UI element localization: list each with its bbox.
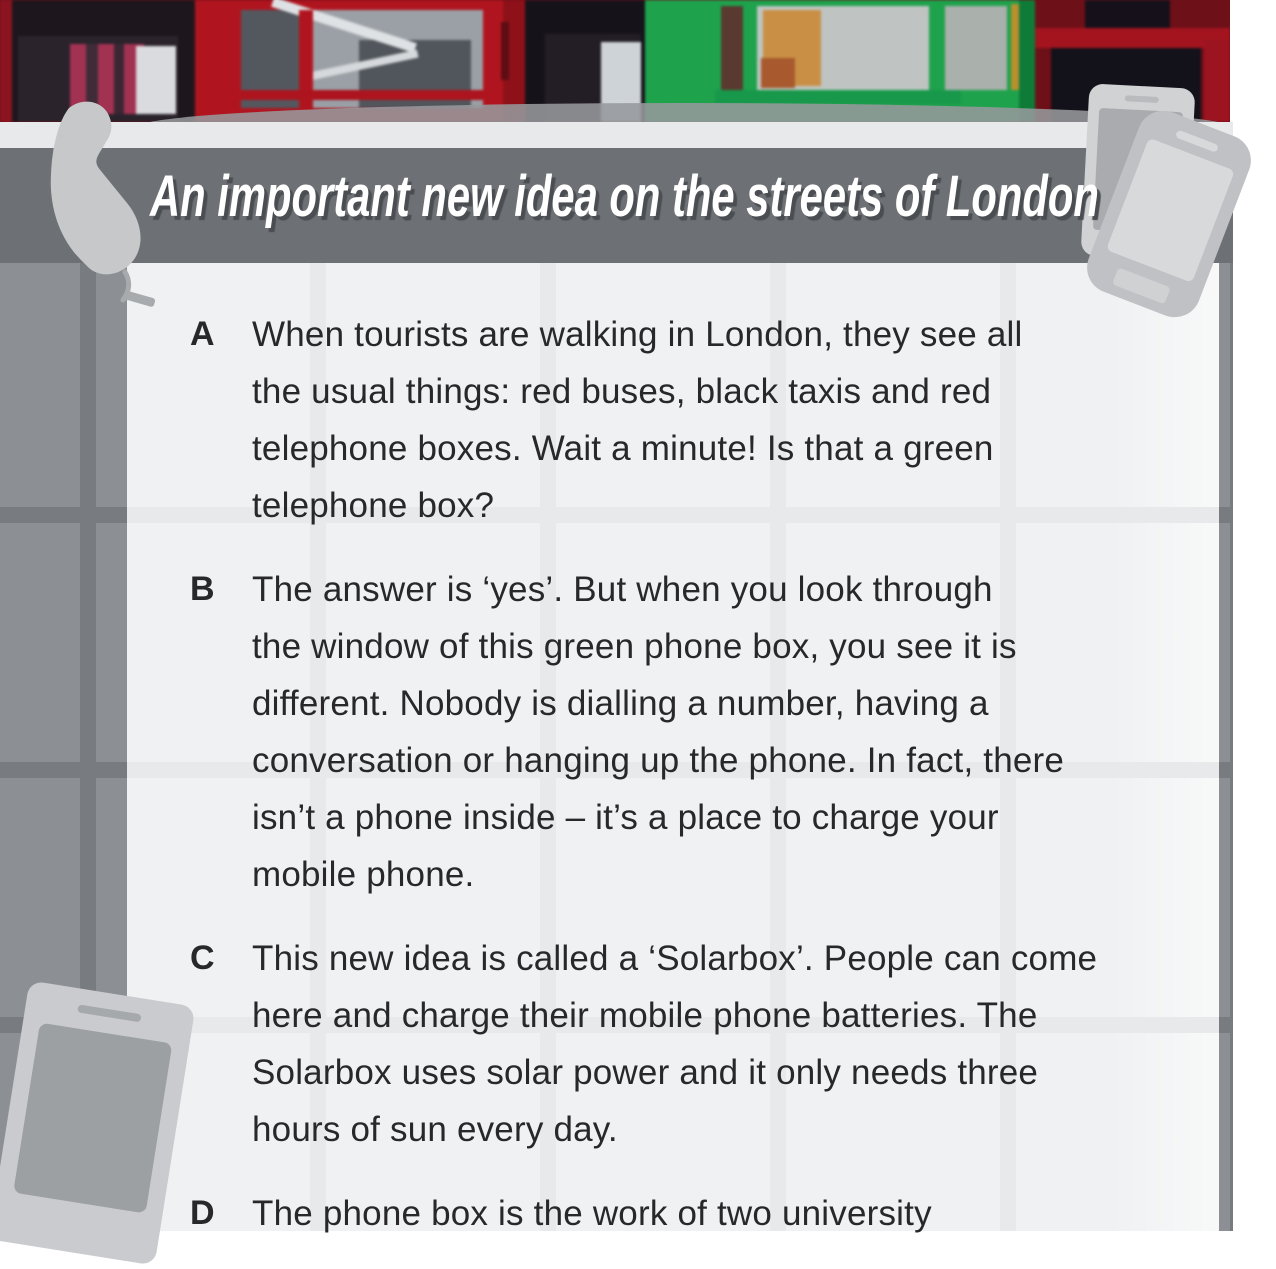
paragraph-line: telephone boxes. Wait a minute! Is that a green [252,429,994,468]
paragraph-lines [252,561,1064,903]
paragraph-line: Solarbox uses solar power and it only needs three [252,1053,1039,1092]
paragraph-lines [252,1185,932,1242]
reading-paragraph [190,306,1097,534]
paragraph-line: the usual things: red buses, black taxis and red [252,372,992,411]
paragraph-label: A [190,315,215,353]
paragraph-line: The answer is ‘yes’. But when you look through [252,570,993,609]
paragraph-line: hours of sun every day. [252,1110,618,1149]
paragraph-label: C [190,939,215,977]
paragraph-lines [252,930,1097,1158]
paragraph-line: isn’t a phone inside – it’s a place to charge your [252,798,999,837]
phone-screen [13,1023,172,1214]
paragraph-line: different. Nobody is dialling a number, having a [252,684,989,723]
phone-speaker [77,1004,141,1022]
paragraph-line: The phone box is the work of two university [252,1194,932,1233]
paragraph-line: telephone box? [252,486,495,525]
paragraph-label: D [190,1194,215,1232]
light-strip [0,122,1233,148]
paragraph-lines [252,306,1023,534]
paragraph-line: the window of this green phone box, you see it is [252,627,1017,666]
page-title: An important new idea on the streets of London [150,164,1099,229]
paragraph-label: B [190,570,215,608]
paragraph-line: This new idea is called a ‘Solarbox’. People can come [252,939,1098,978]
photo-red-phone-box [195,0,525,122]
paragraph-line: here and charge their mobile phone batteries. The [252,996,1038,1035]
reading-paragraph [190,930,1097,1158]
reading-paragraph [190,1185,1097,1242]
reading-paragraph [190,561,1097,903]
paragraph-line: conversation or hanging up the phone. In fact, there [252,741,1065,780]
paragraph-line: When tourists are walking in London, they see all [252,315,1023,354]
phone-speaker [1125,95,1159,103]
paragraph-line: mobile phone. [252,855,475,894]
paragraph-list [190,306,1097,1269]
